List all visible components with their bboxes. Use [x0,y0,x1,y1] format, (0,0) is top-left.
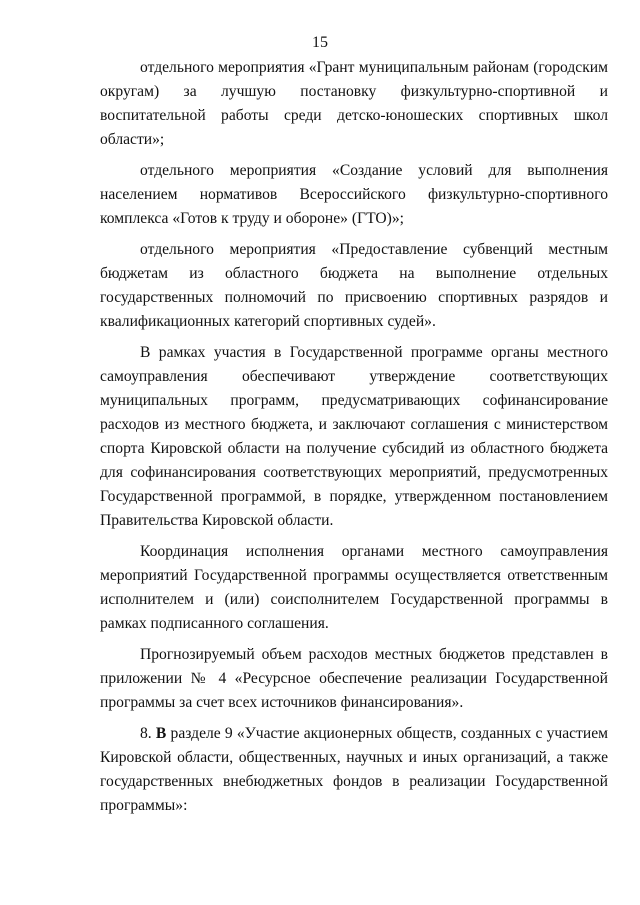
paragraph-gto-event: отдельного мероприятия «Создание условий для выполнения населением нормативов Всероссийского физкультурно-спортивного комплекса «Готов к труду и обороне» (ГТО)»; [100,162,608,227]
item-8-lead: В [155,725,167,742]
paragraph-coordination: Координация исполнения органами местного самоуправления мероприятий Государственной программы осуществляется ответственным исполнителем и (или) соисполнителем Государственной программы в рамках подписанного соглашения. [100,543,608,632]
page-number: 15 [312,34,328,51]
item-8-text: разделе 9 «Участие акционерных обществ, созданных с участием Кировской области, общественных, научных и иных организаций, а также государственных внебюджетных фондов в реализации Государственной программы»: [100,725,609,814]
paragraph-item-8 [100,722,608,818]
paragraph-grant-event: отдельного мероприятия «Грант муниципальным районам (городским округам) за лучшую постановку физкультурно-спортивной и воспитательной работы среди детско-юношеских спортивных школ области»; [100,59,608,148]
document-body [100,56,608,825]
paragraph-forecast-expenses: Прогнозируемый объем расходов местных бюджетов представлен в приложении № 4 «Ресурсное обеспечение реализации Государственной программы за счет всех источников финансирования». [100,646,608,711]
paragraph-subvention-event: отдельного мероприятия «Предоставление субвенций местным бюджетам из областного бюджета на выполнение отдельных государственных полномочий по присвоению спортивных разрядов и квалификационных категорий спортивных судей». [100,241,608,330]
paragraph-local-government-participation: В рамках участия в Государственной программе органы местного самоуправления обеспечивают утверждение соответствующих муниципальных программ, предусматривающих софинансирование расходов из местного бюджета, и заключают соглашения с министерством спорта Кировской области на получение субсидий из областного бюджета для софинансирования соответствующих мероприятий, предусмотренных Государственной программой, в порядке, утвержденном постановлением Правительства Кировской области. [100,344,608,529]
item-8-number: 8. [140,725,152,742]
